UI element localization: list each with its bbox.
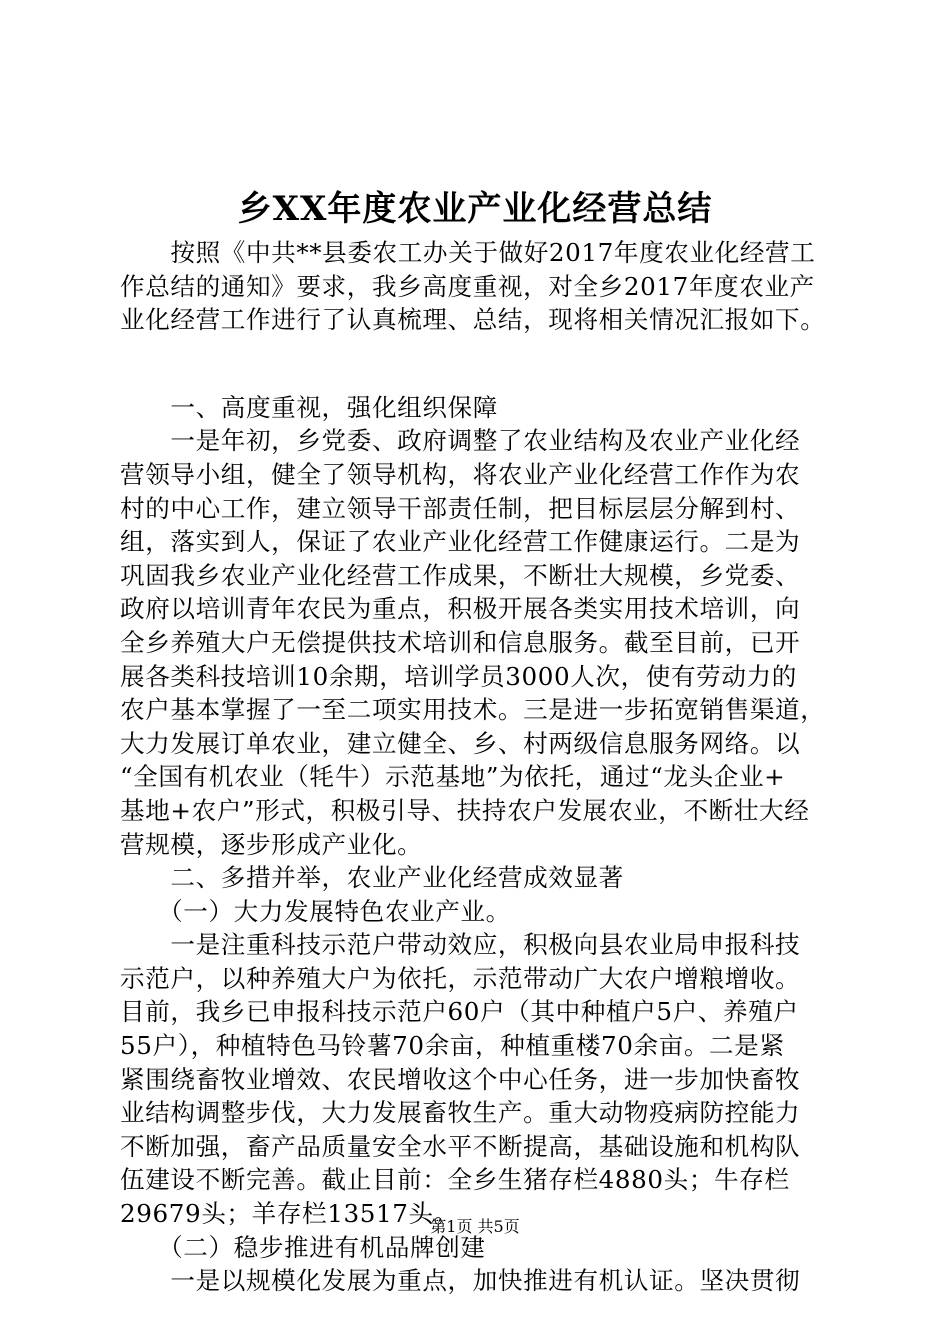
subsection-heading: （一）大力发展特色农业产业。 <box>120 896 511 926</box>
paragraph-line: 农户基本掌握了一至二项实用技术。三是进一步拓宽销售渠道， <box>120 695 826 725</box>
paragraph-line: 巩固我乡农业产业化经营工作成果，不断壮大规模，乡党委、 <box>120 560 801 590</box>
subsection-heading: （二）稳步推进有机品牌创建 <box>120 1232 486 1262</box>
paragraph-line: 政府以培训青年农民为重点，积极开展各类实用技术培训，向 <box>120 594 801 624</box>
paragraph-line: 一是注重科技示范户带动效应，积极向县农业局申报科技 <box>120 930 801 960</box>
paragraph-line: 29679头；羊存栏13517头。 <box>120 1199 459 1229</box>
paragraph-line: “全国有机农业（牦牛）示范基地”为依托，通过“龙头企业+ <box>120 762 786 792</box>
paragraph-line: 村的中心工作，建立领导干部责任制，把目标层层分解到村、 <box>120 493 801 523</box>
intro-line: 按照《中共**县委农工办关于做好2017年度农业化经营工 <box>120 238 816 267</box>
intro-line: 作总结的通知》要求，我乡高度重视，对全乡2017年度农业产 <box>120 271 815 301</box>
paragraph-line: 营规模，逐步形成产业化。 <box>120 829 423 859</box>
paragraph-line: 目前，我乡已申报科技示范户60户（其中种植户5户、养殖户 <box>120 997 799 1027</box>
paragraph-line: 基地+农户”形式，积极引导、扶持农户发展农业，不断壮大经 <box>120 795 810 825</box>
section-heading: 二、多措并举，农业产业化经营成效显著 <box>120 863 624 893</box>
paragraph-gap <box>120 337 840 391</box>
paragraph-line: 伍建设不断完善。截止目前：全乡生猪存栏4880头；牛存栏 <box>120 1165 790 1195</box>
document-title: 乡XX年度农业产业化经营总结 <box>237 189 713 229</box>
paragraph-line: 一是年初，乡党委、政府调整了农业结构及农业产业化经 <box>120 426 801 456</box>
paragraph-line: 组，落实到人，保证了农业产业化经营工作健康运行。二是为 <box>120 527 801 557</box>
paragraph-line: 不断加强，畜产品质量安全水平不断提高，基础设施和机构队 <box>120 1131 801 1161</box>
paragraph-line: 全乡养殖大户无偿提供技术培训和信息服务。截至目前，已开 <box>120 627 801 657</box>
paragraph-line: 一是以规模化发展为重点，加快推进有机认证。坚决贯彻 <box>120 1266 801 1296</box>
paragraph-line: 示范户，以种养殖大户为依托，示范带动广大农户增粮增收。 <box>120 963 801 993</box>
paragraph-line: 展各类科技培训10余期，培训学员3000人次，使有劳动力的 <box>120 661 797 691</box>
paragraph-line: 营领导小组，健全了领导机构，将农业产业化经营工作作为农 <box>120 459 801 489</box>
page-number: 第1页 共5页 <box>430 1217 520 1236</box>
document-body <box>120 236 840 1298</box>
section-heading: 一、高度重视，强化组织保障 <box>120 392 498 422</box>
paragraph-line: 大力发展订单农业，建立健全、乡、村两级信息服务网络。以 <box>120 728 801 758</box>
paragraph-line: 55户），种植特色马铃薯70余亩，种植重楼70余亩。二是紧 <box>120 1031 785 1061</box>
paragraph-line: 业结构调整步伐，大力发展畜牧生产。重大动物疫病防控能力 <box>120 1098 801 1128</box>
paragraph-line: 紧围绕畜牧业增效、农民增收这个中心任务，进一步加快畜牧 <box>120 1064 801 1094</box>
intro-line: 业化经营工作进行了认真梳理、总结，现将相关情况汇报如下。 <box>120 305 826 335</box>
